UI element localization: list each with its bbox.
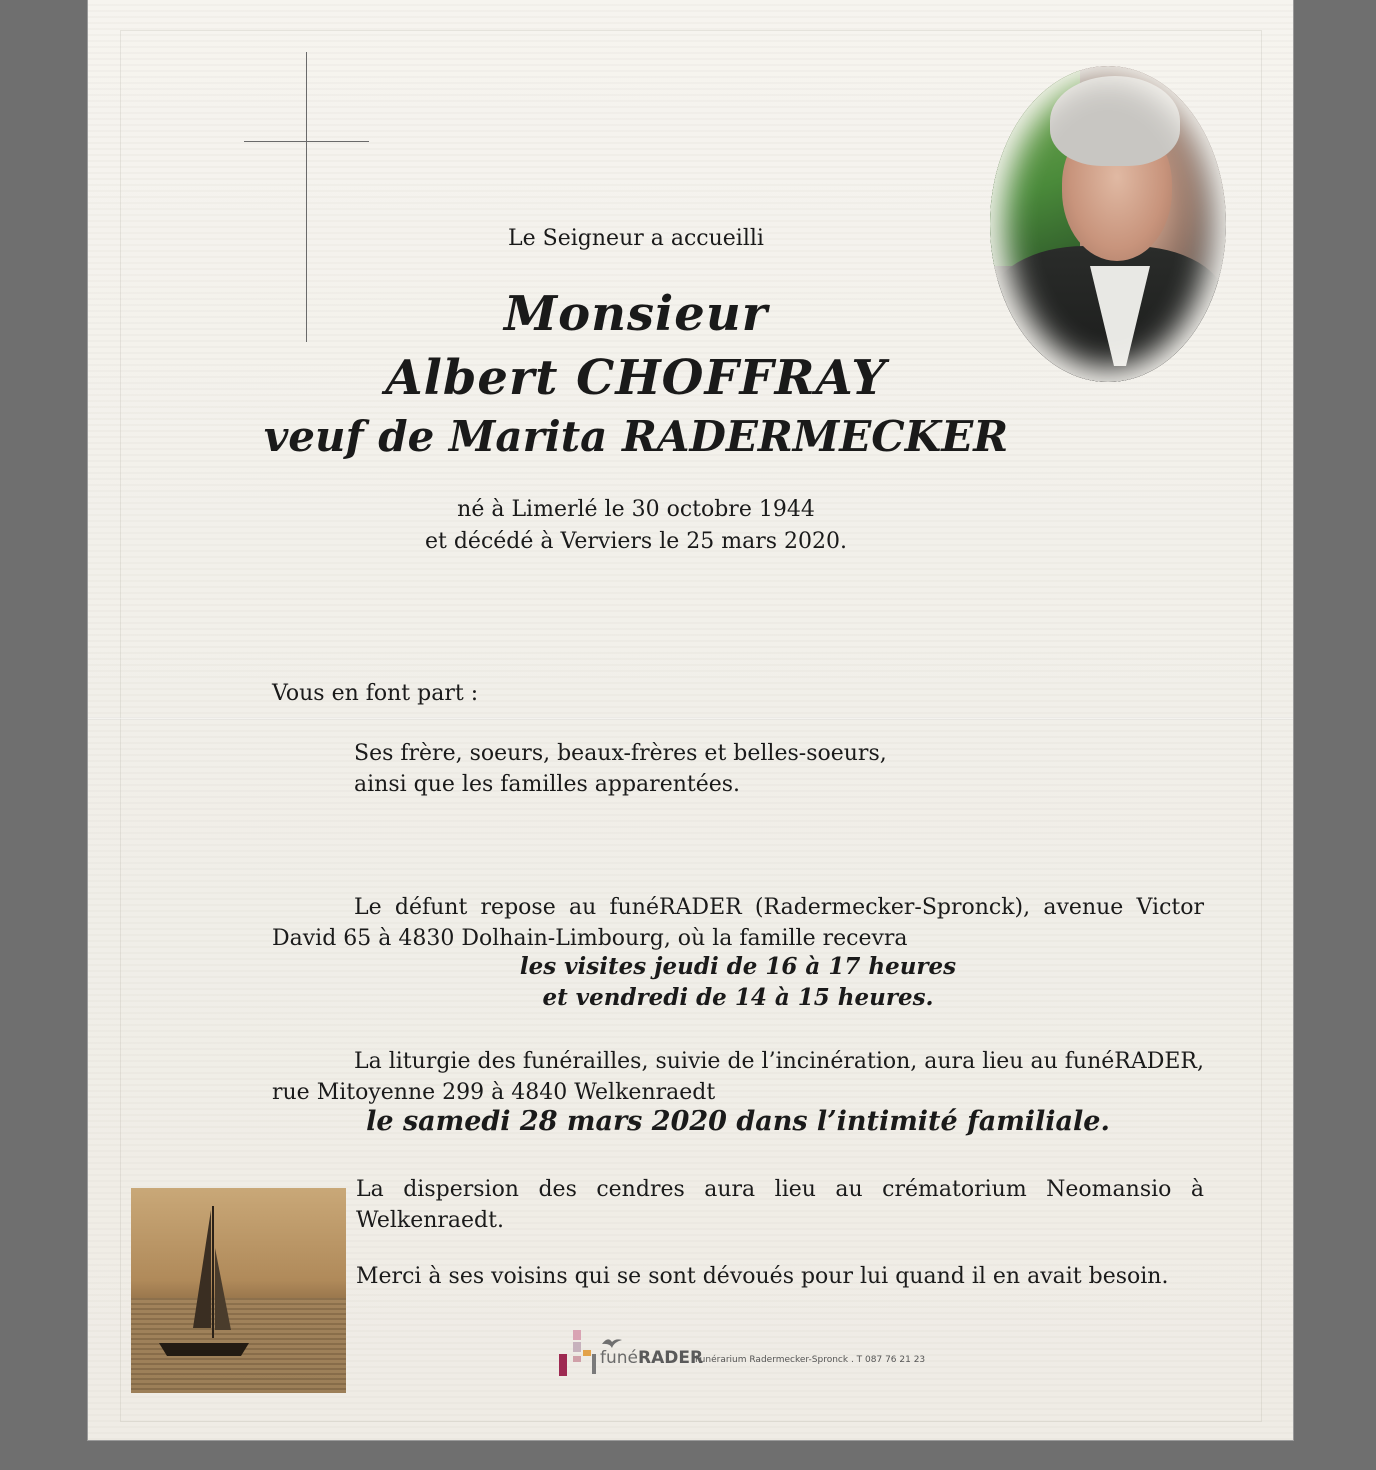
deceased-name: Albert CHOFFRAY	[385, 350, 887, 406]
dispersion-paragraph	[356, 1174, 1204, 1236]
visitation-line: Le défunt repose au funéRADER (Radermecker-Spronck), avenue Victor	[354, 895, 1204, 920]
dispersion-line: La dispersion des cendres aura lieu au crématorium Neomansio à	[356, 1177, 1204, 1202]
funeral-date: le samedi 28 mars 2020 dans l’intimité familiale.	[366, 1106, 1110, 1137]
dispersion-line: Welkenraedt.	[356, 1208, 504, 1233]
visitation-line: David 65 à 4830 Dolhain-Limbourg, où la famille recevra	[272, 926, 908, 951]
fold-line	[88, 717, 1293, 720]
family-line: ainsi que les familles apparentées.	[354, 772, 741, 797]
cross-icon-bar	[244, 141, 369, 142]
liturgy-line: rue Mitoyenne 299 à 4840 Welkenraedt	[272, 1080, 716, 1105]
birth-line: né à Limerlé le 30 octobre 1944	[457, 497, 815, 522]
visitation-paragraph	[272, 892, 1204, 954]
family-line: Ses frère, soeurs, beaux-frères et belles-soeurs,	[354, 741, 887, 766]
funerader-logo	[556, 1330, 936, 1378]
liturgy-line: La liturgie des funérailles, suivie de l’incinération, aura lieu au funéRADER,	[354, 1049, 1204, 1074]
spouse-line: veuf de Marita RADERMECKER	[263, 412, 1009, 461]
logo-brand: funéRADER	[600, 1348, 704, 1368]
title-line: Monsieur	[503, 286, 769, 342]
intro-text: Le Seigneur a accueilli	[508, 226, 764, 251]
logo-tagline: Funérarium Radermecker-Spronck . T 087 76 21 23	[695, 1355, 926, 1365]
death-line: et décédé à Verviers le 25 mars 2020.	[425, 529, 847, 554]
sailboat-image	[131, 1188, 346, 1393]
visit-hours: et vendredi de 14 à 15 heures.	[542, 984, 934, 1011]
liturgy-paragraph	[272, 1046, 1204, 1108]
visit-hours: les visites jeudi de 16 à 17 heures	[519, 953, 957, 980]
family-heading: Vous en font part :	[272, 681, 479, 706]
thanks-text: Merci à ses voisins qui se sont dévoués pour lui quand il en avait besoin.	[356, 1264, 1169, 1289]
